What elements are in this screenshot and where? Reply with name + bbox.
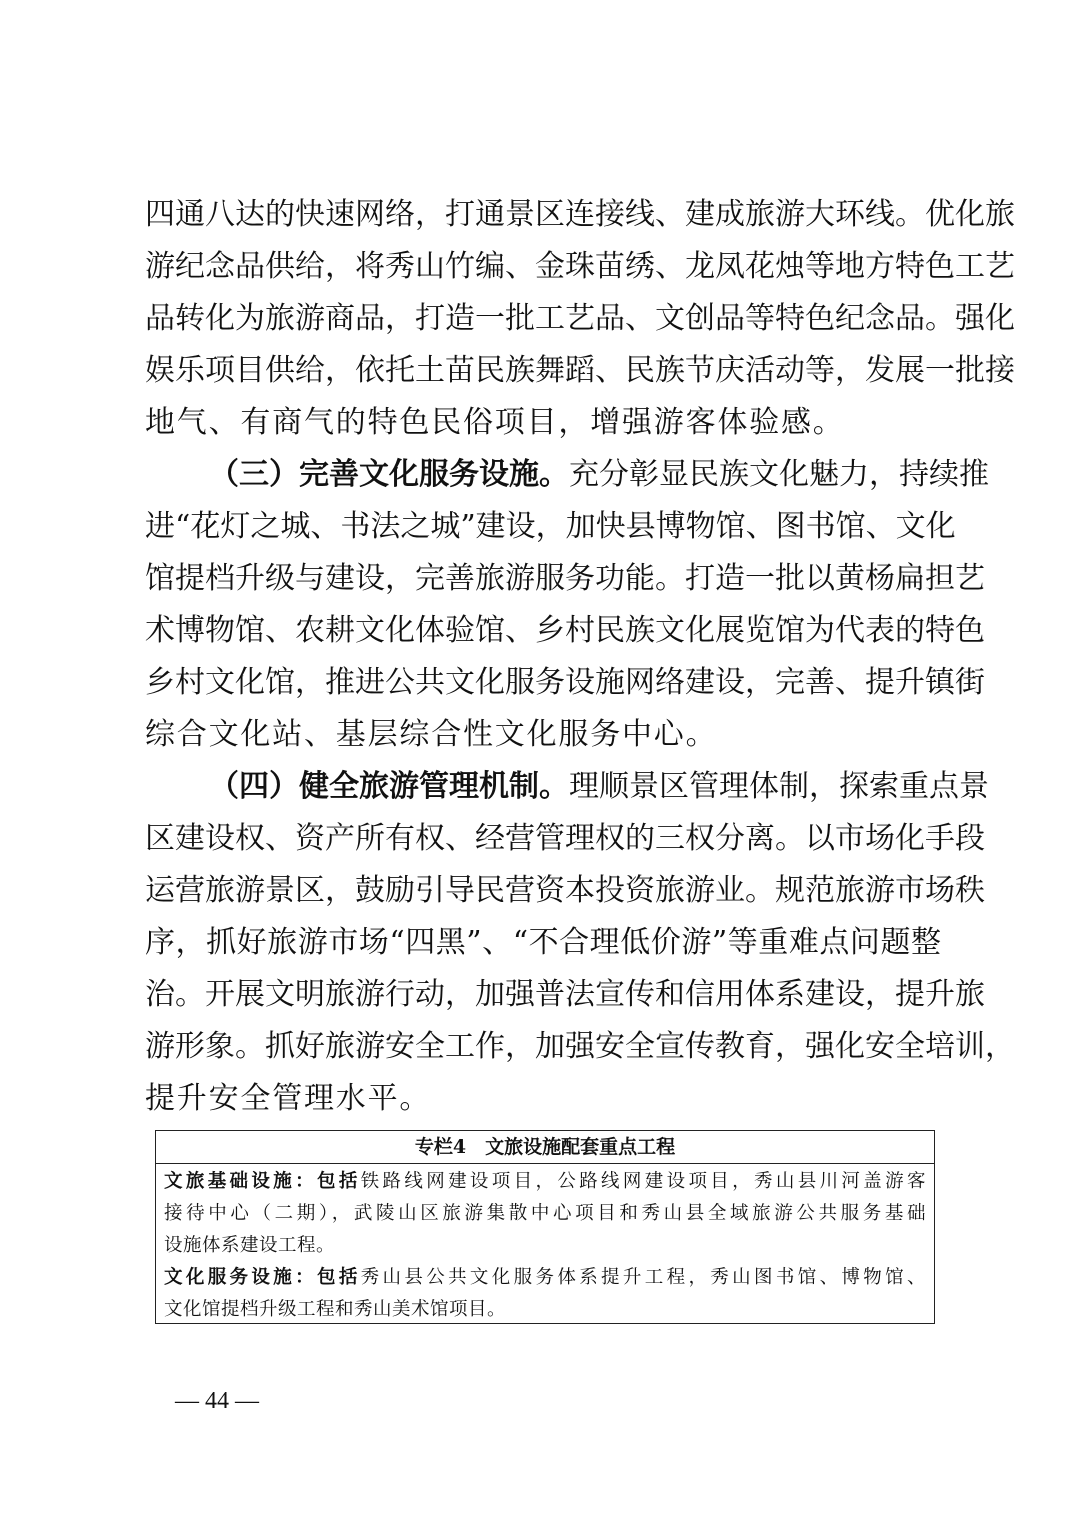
line-text: 馆提档升级与建设，完善旅游服务功能。打造一批以黄杨扁担艺 — [145, 561, 985, 596]
text-line — [145, 605, 985, 657]
box-line — [164, 1166, 926, 1198]
line-text: 乡村文化馆，推进公共文化服务设施网络建设，完善、提升镇街 — [145, 665, 985, 700]
box-line-text: 文化馆提档升级工程和秀山美术馆项目。 — [164, 1299, 507, 1320]
box-item-label: 文旅基础设施：包括 — [164, 1171, 361, 1192]
box-body — [156, 1164, 934, 1326]
box-line-text: 秀山县公共文化服务体系提升工程，秀山图书馆、博物馆、 — [360, 1267, 926, 1288]
line-text: 运营旅游景区，鼓励引导民营资本投资旅游业。规范旅游市场秩 — [145, 873, 985, 908]
box-line — [164, 1230, 926, 1262]
section-heading: （四）健全旅游管理机制。 — [209, 769, 569, 804]
text-line — [145, 241, 1015, 293]
special-column-box — [155, 1130, 935, 1324]
line-text: 术博物馆、农耕文化体验馆、乡村民族文化展览馆为代表的特色 — [145, 613, 985, 648]
text-line — [145, 293, 1015, 345]
body-text — [145, 189, 1015, 1125]
line-text: 充分彰显民族文化魅力，持续推 — [569, 457, 989, 492]
text-line — [145, 501, 956, 553]
text-line — [145, 709, 941, 761]
box-line-text: 接待中心（二期），武陵山区旅游集散中心项目和秀山县全域旅游公共服务基础 — [164, 1203, 926, 1224]
paragraph — [145, 761, 1015, 1125]
box-line — [164, 1262, 926, 1294]
text-line — [145, 1021, 1015, 1073]
line-text: 游形象。抓好旅游安全工作，加强安全宣传教育，强化安全培训， — [145, 1029, 1015, 1064]
text-line — [145, 397, 941, 449]
line-text: 游纪念品供给，将秀山竹编、金珠苗绣、龙凤花烛等地方特色工艺 — [145, 249, 1015, 284]
text-line — [145, 189, 1015, 241]
text-line — [145, 657, 985, 709]
text-line — [145, 969, 985, 1021]
line-text: 序，抓好旅游市场“四黑”、“不合理低价游”等重难点问题整 — [145, 925, 941, 960]
text-line — [145, 553, 985, 605]
paragraph — [145, 449, 989, 761]
text-line — [145, 449, 989, 501]
line-text: 理顺景区管理体制，探索重点景 — [569, 769, 989, 804]
line-text: 地气、有商气的特色民俗项目，增强游客体验感。 — [145, 405, 845, 440]
line-text: 四通八达的快速网络，打通景区连接线、建成旅游大环线。优化旅 — [145, 197, 1015, 232]
line-text: 娱乐项目供给，依托土苗民族舞蹈、民族节庆活动等，发展一批接 — [145, 353, 1015, 388]
section-heading: （三）完善文化服务设施。 — [209, 457, 569, 492]
line-text: 品转化为旅游商品，打造一批工艺品、文创品等特色纪念品。强化 — [145, 301, 1015, 336]
text-line — [145, 1073, 941, 1125]
text-line — [145, 813, 985, 865]
line-text: 区建设权、资产所有权、经营管理权的三权分离。以市场化手段 — [145, 821, 985, 856]
box-line — [164, 1294, 926, 1326]
box-line-text: 铁路线网建设项目，公路线网建设项目，秀山县川河盖游客 — [360, 1171, 926, 1192]
line-text: 提升安全管理水平。 — [145, 1081, 432, 1116]
line-text: 综合文化站、基层综合性文化服务中心。 — [145, 717, 718, 752]
line-text: 治。开展文明旅游行动，加强普法宣传和信用体系建设，提升旅 — [145, 977, 985, 1012]
box-item-label: 文化服务设施：包括 — [164, 1267, 361, 1288]
text-line — [145, 761, 989, 813]
line-text: 进“花灯之城、书法之城”建设，加快县博物馆、图书馆、文化 — [145, 509, 956, 544]
text-line — [145, 345, 1015, 397]
box-line-text: 设施体系建设工程。 — [164, 1235, 336, 1256]
text-line — [145, 917, 941, 969]
paragraph — [145, 189, 1015, 449]
page-number: — 44 — — [175, 1388, 259, 1414]
box-title: 专栏4 文旅设施配套重点工程 — [156, 1131, 934, 1164]
box-line — [164, 1198, 926, 1230]
text-line — [145, 865, 985, 917]
